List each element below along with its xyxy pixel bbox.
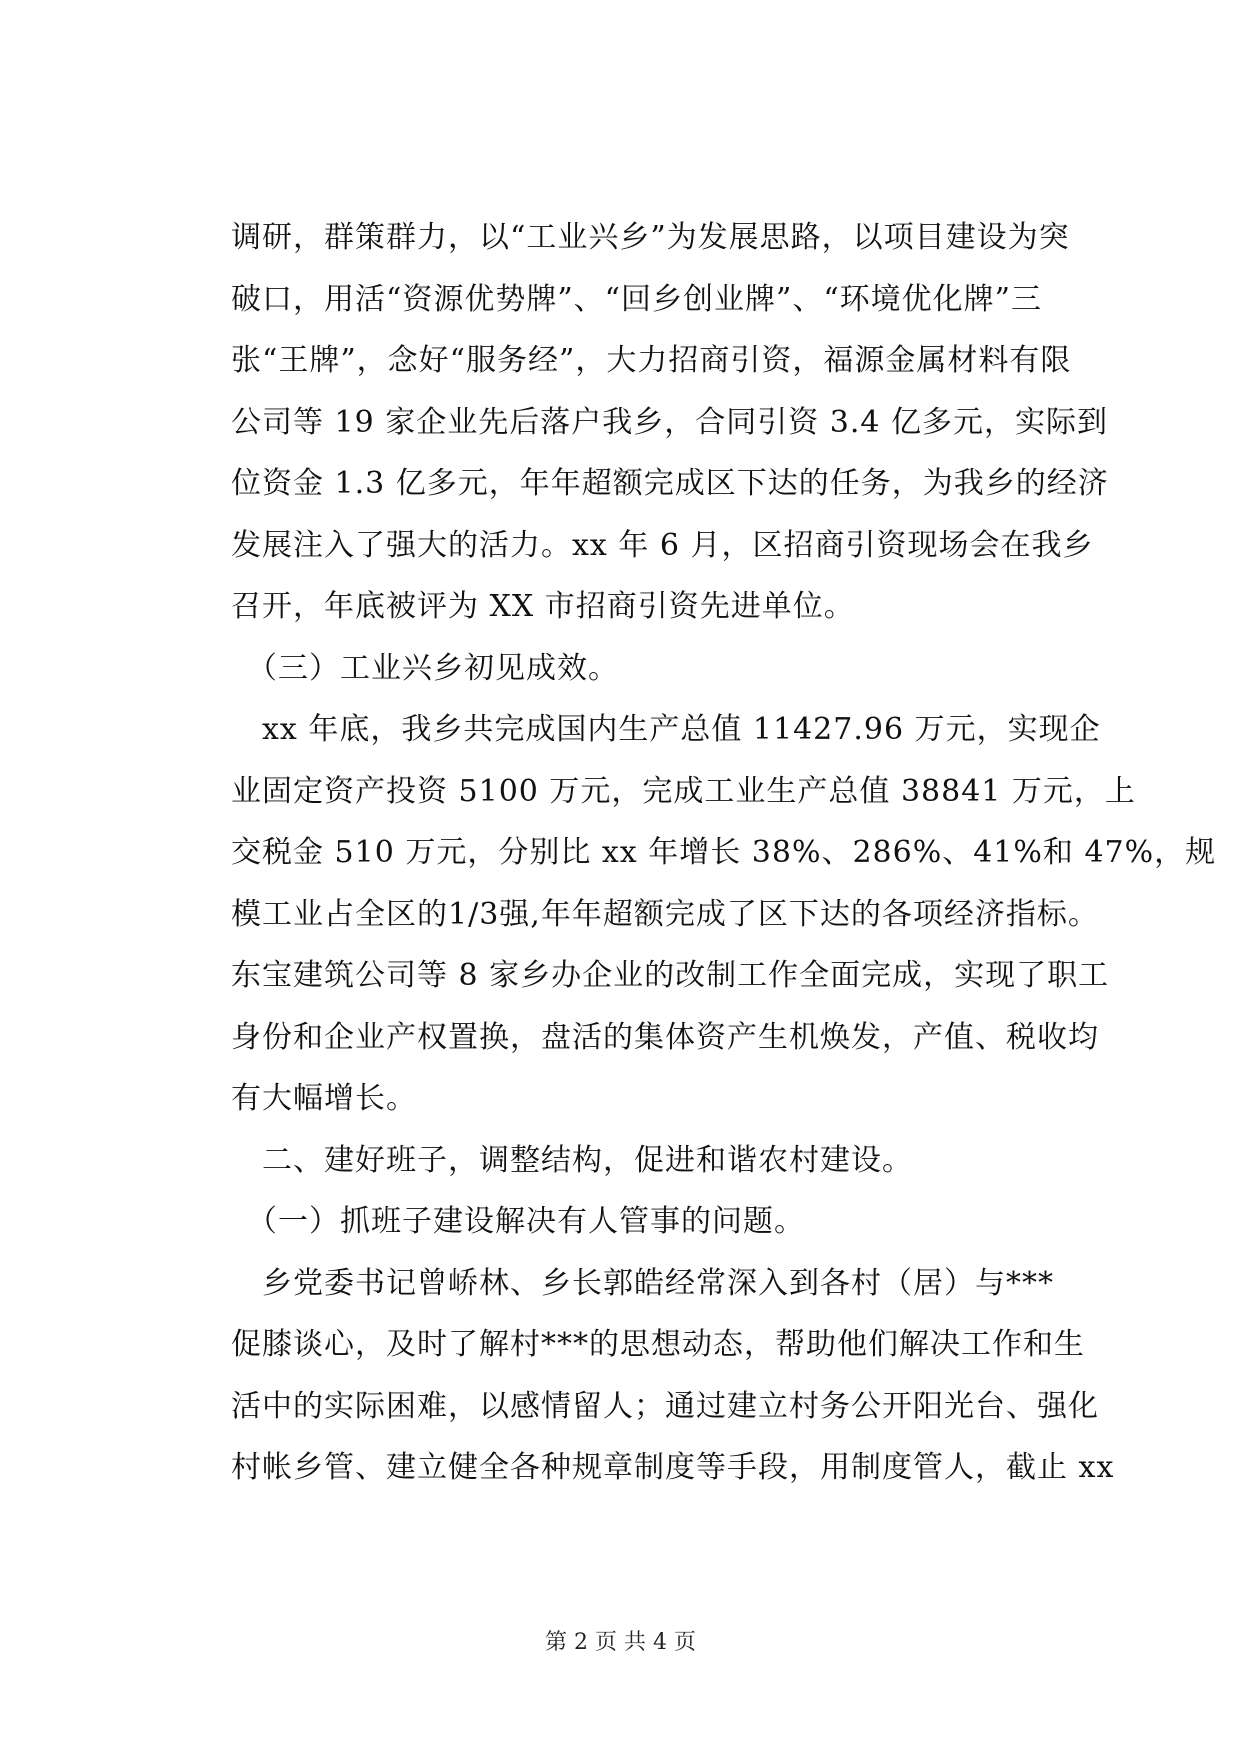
text-line: xx 年底，我乡共完成国内生产总值 11427.96 万元，实现企 [231,712,1101,747]
text-line: 乡党委书记曾峤林、乡长郭皓经常深入到各村（居）与*** [231,1265,1054,1301]
text-line: 交税金 510 万元，分别比 xx 年增长 38%、286%、41%和 47%，规 [231,835,1217,870]
text-line: 发展注入了强大的活力。xx 年 6 月，区招商引资现场会在我乡 [231,527,1094,563]
section-heading: 二、建好班子，调整结构，促进和谐农村建设。 [231,1142,913,1178]
text-line: 召开，年底被评为 XX 市招商引资先进单位。 [231,589,855,624]
text-line: 模工业占全区的1/3强,年年超额完成了区下达的各项经济指标。 [231,896,1099,932]
section-heading: （三）工业兴乡初见成效。 [231,650,619,686]
text-line: 有大幅增长。 [231,1081,417,1116]
text-line: 身份和企业产权置换，盘活的集体资产生机焕发，产值、税收均 [231,1019,1099,1055]
section-heading: （一）抓班子建设解决有人管事的问题。 [231,1204,805,1239]
text-line: 村帐乡管、建立健全各种规章制度等手段，用制度管人，截止 xx [231,1450,1115,1485]
text-line: 张“王牌”，念好“服务经”，大力招商引资，福源金属材料有限 [231,343,1072,378]
page-number: 第 2 页 共 4 页 [545,1630,696,1655]
text-line: 公司等 19 家企业先后落户我乡，合同引资 3.4 亿多元，实际到 [231,404,1109,440]
text-line: 位资金 1.3 亿多元，年年超额完成区下达的任务，为我乡的经济 [231,466,1109,501]
text-line: 破口，用活“资源优势牌”、“回乡创业牌”、“环境优化牌”三 [231,281,1043,317]
text-line: 调研，群策群力，以“工业兴乡”为发展思路，以项目建设为突 [231,220,1070,255]
text-line: 东宝建筑公司等 8 家乡办企业的改制工作全面完成，实现了职工 [231,958,1110,993]
page-footer [0,1628,1241,1658]
text-line: 促膝谈心，及时了解村***的思想动态，帮助他们解决工作和生 [231,1327,1085,1362]
document-body [231,207,1217,1499]
text-line: 活中的实际困难，以感情留人；通过建立村务公开阳光台、强化 [231,1388,1099,1424]
text-line: 业固定资产投资 5100 万元，完成工业生产总值 38841 万元，上 [231,773,1136,809]
